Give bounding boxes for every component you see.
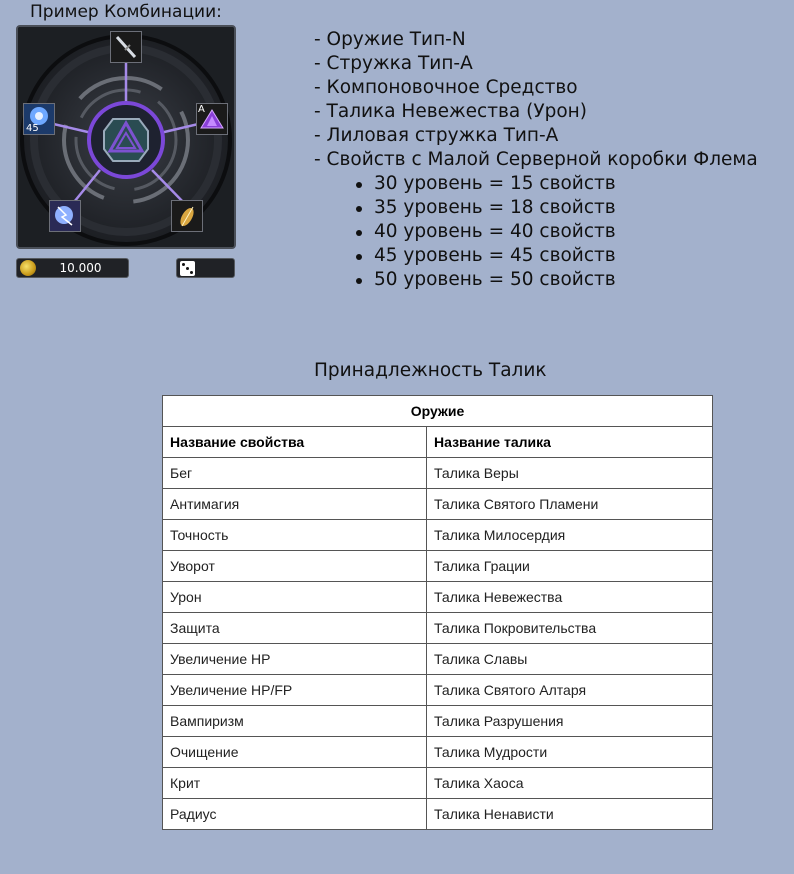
slot-count: 45: [26, 123, 39, 134]
property-cell: Увеличение HP: [163, 644, 427, 675]
component-slot-right[interactable]: [196, 103, 228, 135]
table-row: [163, 489, 713, 520]
column-header-property: Название свойства: [163, 427, 427, 458]
table-row: [163, 799, 713, 830]
property-cell: Точность: [163, 520, 427, 551]
cost-value: 10.000: [59, 261, 102, 275]
table-row: [163, 706, 713, 737]
level-item: 35 уровень = 18 свойств: [314, 196, 758, 220]
property-cell: Защита: [163, 613, 427, 644]
property-cell: Антимагия: [163, 489, 427, 520]
component-slot-left[interactable]: [23, 103, 55, 135]
cost-display: [16, 258, 129, 278]
ingredient-item: - Лиловая стружка Тип-А: [314, 125, 559, 146]
talik-cell: Талика Славы: [427, 644, 713, 675]
level-list: [314, 172, 758, 292]
ingredient-item: - Оружие Тип-N: [314, 29, 466, 50]
level-item: 50 уровень = 50 свойств: [314, 268, 758, 292]
combination-panel: [16, 25, 236, 249]
ingredient-item: - Талика Невежества (Урон): [314, 101, 587, 122]
table-row: [163, 458, 713, 489]
table-category: Оружие: [163, 396, 713, 427]
table-row: [163, 675, 713, 706]
component-slot-bottom-right[interactable]: [171, 200, 203, 232]
table-row: [163, 768, 713, 799]
ingredient-item: - Свойств с Малой Серверной коробки Флема: [314, 149, 758, 170]
coin-icon: [20, 260, 36, 276]
ingredient-item: - Стружка Тип-А: [314, 53, 473, 74]
component-slot-bottom-left[interactable]: [49, 200, 81, 232]
combination-title: Пример Комбинации:: [30, 2, 222, 22]
talik-cell: Талика Разрушения: [427, 706, 713, 737]
property-cell: Очищение: [163, 737, 427, 768]
talik-cell: Талика Мудрости: [427, 737, 713, 768]
talik-cell: Талика Невежества: [427, 582, 713, 613]
talik-table-title: Принадлежность Талик: [314, 360, 547, 381]
lightning-orb-icon: [50, 201, 80, 231]
talik-cell: Талика Милосердия: [427, 520, 713, 551]
level-item: 45 уровень = 45 свойств: [314, 244, 758, 268]
talik-cell: Талика Хаоса: [427, 768, 713, 799]
talik-cell: Талика Святого Пламени: [427, 489, 713, 520]
slot-badge: A: [198, 104, 205, 115]
talik-table: [162, 395, 713, 830]
talik-cell: Талика Грации: [427, 551, 713, 582]
random-button[interactable]: [176, 258, 235, 278]
ingredient-item: - Компоновочное Средство: [314, 77, 578, 98]
table-row: [163, 520, 713, 551]
table-row: [163, 737, 713, 768]
table-row: [163, 551, 713, 582]
property-cell: Урон: [163, 582, 427, 613]
property-cell: Вампиризм: [163, 706, 427, 737]
dice-icon: [180, 261, 195, 276]
table-row: [163, 613, 713, 644]
gold-feather-icon: [172, 201, 202, 231]
talik-cell: Талика Святого Алтаря: [427, 675, 713, 706]
sword-icon: [111, 32, 141, 62]
property-cell: Уворот: [163, 551, 427, 582]
talik-cell: Талика Ненависти: [427, 799, 713, 830]
property-cell: Бег: [163, 458, 427, 489]
property-cell: Увеличение HP/FP: [163, 675, 427, 706]
ingredient-list: [314, 28, 758, 292]
table-row: [163, 582, 713, 613]
property-cell: Радиус: [163, 799, 427, 830]
level-item: 30 уровень = 15 свойств: [314, 172, 758, 196]
weapon-slot[interactable]: [110, 31, 142, 63]
table-row: [163, 644, 713, 675]
talik-cell: Талика Покровительства: [427, 613, 713, 644]
talik-cell: Талика Веры: [427, 458, 713, 489]
column-header-talik: Название талика: [427, 427, 713, 458]
level-item: 40 уровень = 40 свойств: [314, 220, 758, 244]
property-cell: Крит: [163, 768, 427, 799]
